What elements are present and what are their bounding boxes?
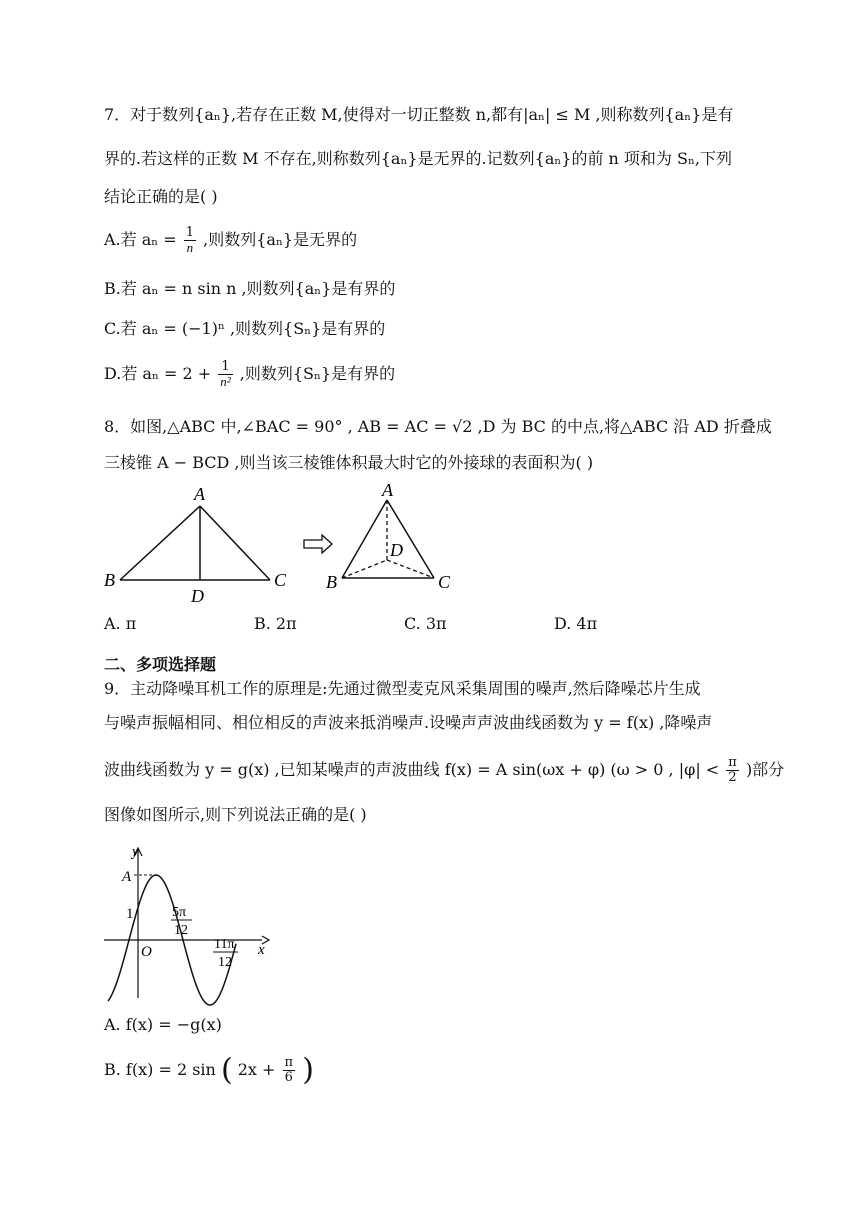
q7-line-2: 界的.若这样的正数 M 不存在,则称数列{aₙ}是无界的.记数列{aₙ}的前 n 项和为 Sₙ,下列 (104, 149, 732, 168)
fraction-denominator: n (186, 240, 194, 255)
q9-phi-bound-fraction (726, 756, 739, 785)
tick-numerator: 11π (214, 937, 235, 952)
fraction-denominator: 2 (728, 770, 737, 785)
origin-label: O (141, 944, 152, 960)
q9-option-a: A. f(x) = −g(x) (104, 1015, 222, 1034)
q8-figure (100, 482, 460, 610)
q8-line-2: 三棱锥 A − BCD ,则当该三棱锥体积最大时它的外接球的表面积为( ) (104, 453, 594, 472)
tetrahedron-figure (326, 482, 451, 592)
q9-line-3-prefix: 波曲线函数为 y = g(x) ,已知某噪声的声波曲线 f(x) = A sin(ωx + φ) (ω > 0 , |φ| < (104, 760, 720, 779)
q8-option-d: D. 4π (554, 614, 598, 633)
q7-option-d-prefix: D.若 aₙ = 2 + (104, 364, 212, 383)
fraction-numerator: 1 (185, 225, 195, 240)
fraction-denominator: n² (220, 374, 231, 389)
fraction-denominator: 6 (284, 1070, 293, 1085)
q8-option-a: A. π (104, 614, 137, 633)
q9-line-2: 与噪声振幅相同、相位相反的声波来抵消噪声.设噪声声波曲线函数为 y = f(x) ,降噪声 (104, 713, 713, 732)
label-c: C (274, 570, 287, 590)
label-a: A (194, 484, 205, 504)
q7-option-a-prefix: A.若 aₙ = (104, 230, 177, 249)
y-intercept-label: 1 (126, 906, 134, 922)
q7-line-3: 结论正确的是( ) (104, 187, 218, 206)
label-d: D (191, 586, 204, 606)
fraction-numerator: 1 (218, 360, 232, 375)
tick-label-5pi-12 (171, 905, 192, 938)
q7-option-d-suffix: ,则数列{Sₙ}是有界的 (239, 364, 396, 383)
q7-option-a-suffix: ,则数列{aₙ}是无界的 (203, 230, 358, 249)
fraction-numerator: π (284, 1055, 294, 1070)
q7-option-b: B.若 aₙ = n sin n ,则数列{aₙ}是有界的 (104, 279, 396, 298)
tick-numerator: 5π (172, 905, 187, 920)
label-c: C (438, 572, 451, 592)
label-b: B (326, 572, 337, 592)
label-d: D (390, 540, 403, 560)
fold-arrow-icon (304, 535, 332, 553)
q9-option-b-prefix: B. f(x) = 2 sin (104, 1060, 216, 1079)
fraction-numerator: π (728, 755, 737, 770)
tick-denominator: 12 (218, 955, 232, 970)
q9-line-3 (104, 756, 784, 785)
label-b: B (104, 570, 115, 590)
q7-line-1: 7．对于数列{aₙ},若存在正数 M,使得对一切正整数 n,都有|aₙ| ≤ M ,则称数列{aₙ}是有 (104, 105, 734, 124)
q9-sine-graph (104, 838, 274, 1010)
q8-option-b: B. 2π (254, 614, 297, 633)
label-a: A (382, 482, 393, 500)
q9-option-b-fraction (283, 1056, 296, 1085)
q9-option-b-middle: 2x + (237, 1060, 276, 1079)
q8-option-c: C. 3π (404, 614, 447, 633)
triangle-abc-figure (104, 484, 287, 606)
x-axis-label: x (258, 942, 265, 958)
amplitude-label: A (122, 869, 132, 885)
q9-line-1: 9．主动降噪耳机工作的原理是:先通过微型麦克风采集周围的噪声,然后降噪芯片生成 (104, 679, 701, 698)
q7-option-a (104, 226, 357, 255)
q9-line-4: 图像如图所示,则下列说法正确的是( ) (104, 805, 367, 824)
q9-line-3-suffix: )部分 (745, 760, 785, 779)
y-axis-label: y (132, 844, 139, 860)
tick-label-11pi-12 (213, 937, 238, 970)
q7-option-c: C.若 aₙ = (−1)ⁿ ,则数列{Sₙ}是有界的 (104, 319, 386, 338)
left-paren-icon: ( (220, 1052, 233, 1088)
section-heading: 二、多项选择题 (104, 655, 217, 674)
q9-option-b (104, 1052, 314, 1088)
q7-option-d-fraction (218, 360, 232, 389)
q7-option-d (104, 360, 395, 389)
q7-option-a-fraction (184, 226, 196, 255)
right-paren-icon: ) (302, 1052, 314, 1088)
tick-denominator: 12 (174, 923, 188, 938)
q8-line-1: 8．如图,△ABC 中,∠BAC = 90° , AB = AC = √2 ,D 为 BC 的中点,将△ABC 沿 AD 折叠成 (104, 417, 772, 436)
